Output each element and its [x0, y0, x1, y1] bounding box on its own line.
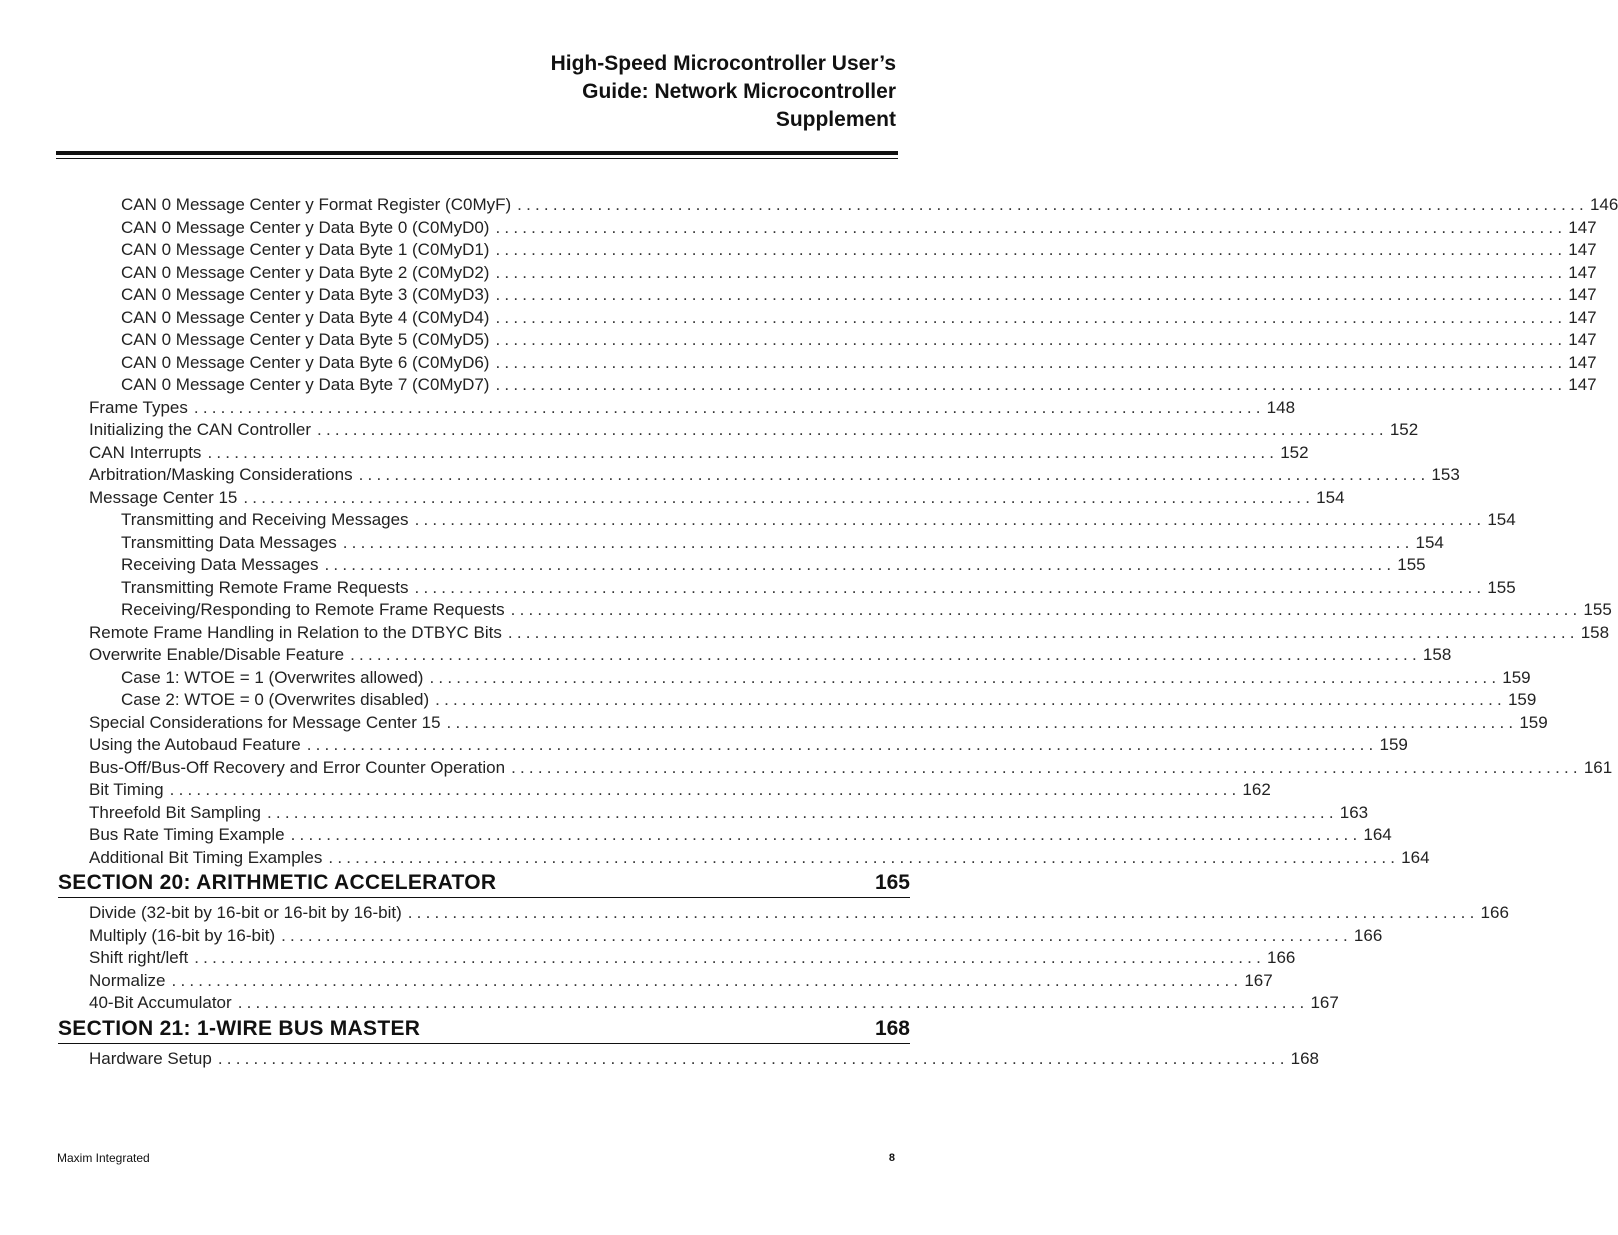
toc-entry[interactable] [0, 442, 1309, 465]
dot-leader: ........................................................................................................................ [495, 217, 1567, 237]
dot-leader: ........................................................................................................................ [324, 555, 1396, 574]
toc-entry-page: 159 [1519, 712, 1548, 732]
header-rule-thin [56, 158, 898, 159]
header-rule-thick [56, 151, 898, 155]
toc-entry-title: Arbitration/Masking Considerations [89, 465, 353, 484]
dot-leader: ........................................................................................................................ [414, 577, 1486, 597]
dot-leader: ........................................................................................................................ [207, 442, 1279, 462]
toc-entry[interactable] [0, 307, 1597, 330]
dot-leader: ........................................................................................................................ [446, 712, 1518, 732]
toc-entry-page: 147 [1568, 217, 1597, 237]
toc-entry[interactable] [0, 712, 1548, 735]
toc-entry-title: Multiply (16-bit by 16-bit) [89, 925, 276, 945]
toc-entry-title: Normalize [89, 970, 166, 990]
toc-entry-page: 166 [1480, 903, 1509, 922]
toc-entry[interactable] [0, 194, 1618, 217]
toc-group-section-21 [0, 1048, 1319, 1071]
title-line-2: Guide: Network Microcontroller [582, 80, 896, 103]
toc-entry-page: 168 [1290, 1048, 1319, 1068]
dot-leader: ........................................................................................................................ [517, 195, 1588, 214]
section-21-heading[interactable] [58, 1015, 910, 1044]
toc-entry[interactable] [0, 644, 1452, 667]
toc-entry-title: Bus-Off/Bus-Off Recovery and Error Counter Operation [89, 757, 506, 777]
toc-entry[interactable] [0, 262, 1597, 285]
toc-entry-page: 146 [1589, 195, 1618, 214]
toc-entry-title: Receiving Data Messages [121, 555, 319, 574]
toc-entry-title: CAN 0 Message Center y Data Byte 4 (C0MyD4) [121, 307, 490, 327]
toc-entry[interactable] [0, 947, 1296, 970]
section-20-heading[interactable] [58, 869, 910, 898]
toc-entry[interactable] [0, 622, 1610, 645]
toc-entry[interactable] [0, 847, 1430, 870]
toc-entry-title: Special Considerations for Message Center 15 [89, 712, 441, 732]
toc-entry-page: 154 [1487, 510, 1516, 529]
toc-entry[interactable] [0, 284, 1597, 307]
toc-entry-title: Overwrite Enable/Disable Feature [89, 645, 345, 664]
toc-entry-page: 159 [1502, 667, 1531, 687]
dot-leader: ........................................................................................................................ [495, 240, 1567, 259]
toc-entry-title: Transmitting Remote Frame Requests [121, 577, 409, 597]
toc-entry-page: 155 [1583, 600, 1612, 619]
dot-leader: ........................................................................................................................ [194, 948, 1265, 967]
toc-group-section-20 [0, 902, 1509, 1015]
toc-entry-page: 155 [1487, 577, 1516, 597]
dot-leader: ........................................................................................................................ [435, 690, 1506, 709]
toc-entry-page: 158 [1422, 645, 1452, 664]
dot-leader: ........................................................................................................................ [171, 970, 1243, 990]
toc-entry-title: CAN 0 Message Center y Data Byte 5 (C0MyD5) [121, 330, 490, 349]
section-21-page: 168 [874, 1016, 910, 1040]
toc-entry-page: 166 [1267, 948, 1296, 967]
toc-entry-title: CAN 0 Message Center y Data Byte 2 (C0MyD2) [121, 262, 490, 282]
toc-entry[interactable] [0, 802, 1369, 825]
toc-entry[interactable] [0, 970, 1273, 993]
toc-entry[interactable] [0, 239, 1597, 262]
toc-entry[interactable] [0, 532, 1444, 555]
toc-entry[interactable] [0, 734, 1408, 757]
dot-leader: ........................................................................................................................ [266, 802, 1338, 822]
toc-entry[interactable] [0, 992, 1339, 1015]
toc-entry[interactable] [0, 217, 1597, 240]
dot-leader: ........................................................................................................................ [306, 735, 1378, 754]
toc-entry-page: 153 [1431, 465, 1460, 484]
dot-leader: ........................................................................................................................ [414, 510, 1486, 529]
dot-leader: ........................................................................................................................ [429, 667, 1501, 687]
toc-entry[interactable] [0, 374, 1597, 397]
toc-entry-page: 161 [1583, 757, 1613, 777]
toc-entry[interactable] [0, 509, 1516, 532]
dot-leader: ........................................................................................................................ [495, 352, 1567, 372]
toc-entry-page: 148 [1266, 397, 1296, 417]
toc-entry-title: CAN 0 Message Center y Data Byte 1 (C0MyD1) [121, 240, 490, 259]
toc-entry-title: CAN 0 Message Center y Data Byte 7 (C0MyD7) [121, 375, 490, 394]
toc-entry[interactable] [0, 464, 1460, 487]
document-title [551, 50, 896, 134]
toc-entry[interactable] [0, 689, 1537, 712]
toc-entry[interactable] [0, 577, 1516, 600]
toc-entry-page: 167 [1244, 970, 1273, 990]
section-21-title: SECTION 21: 1-WIRE BUS MASTER [58, 1016, 421, 1040]
toc-entry-page: 147 [1568, 352, 1597, 372]
toc-entry-title: Threefold Bit Sampling [89, 802, 261, 822]
toc-entry[interactable] [0, 824, 1392, 847]
dot-leader: ........................................................................................................................ [510, 600, 1582, 619]
section-20-page: 165 [874, 871, 910, 894]
toc-entry-page: 147 [1568, 262, 1597, 282]
toc-entry-page: 163 [1339, 802, 1369, 822]
dot-leader: ........................................................................................................................ [217, 1048, 1289, 1068]
toc-entry-page: 154 [1415, 532, 1444, 552]
toc-entry-title: Bit Timing [89, 780, 164, 799]
dot-leader: ........................................................................................................................ [507, 622, 1579, 642]
toc-entry[interactable] [0, 352, 1597, 375]
dot-leader: ........................................................................................................................ [350, 645, 1421, 664]
toc-entry[interactable] [0, 779, 1271, 802]
dot-leader: ........................................................................................................................ [495, 285, 1567, 304]
toc-entry-page: 154 [1316, 487, 1345, 507]
dot-leader: ........................................................................................................................ [290, 825, 1362, 844]
toc-entry-title: Additional Bit Timing Examples [89, 847, 323, 867]
footer-company: Maxim Integrated [57, 1151, 150, 1165]
toc-entry-title: Shift right/left [89, 948, 189, 967]
toc-entry[interactable] [0, 419, 1419, 442]
toc-entry-title: Initializing the CAN Controller [89, 420, 312, 439]
dot-leader: ........................................................................................................................ [495, 330, 1567, 349]
toc-entry-page: 164 [1401, 847, 1430, 867]
toc-entry-title: 40-Bit Accumulator [89, 993, 232, 1012]
toc-group-section-19 [0, 194, 1618, 869]
toc-entry-page: 147 [1568, 330, 1597, 349]
dot-leader: ........................................................................................................................ [328, 847, 1400, 867]
toc-entry[interactable] [0, 1048, 1319, 1071]
toc-entry-title: Frame Types [89, 397, 188, 417]
dot-leader: ........................................................................................................................ [495, 262, 1567, 282]
toc-entry-title: Hardware Setup [89, 1048, 212, 1068]
toc-entry[interactable] [0, 554, 1426, 577]
table-of-contents [0, 194, 1618, 1070]
toc-entry-page: 152 [1389, 420, 1419, 439]
toc-entry-title: CAN 0 Message Center y Data Byte 6 (C0MyD6) [121, 352, 490, 372]
toc-entry-title: Receiving/Responding to Remote Frame Requests [121, 600, 505, 619]
toc-entry-page: 147 [1568, 307, 1597, 327]
toc-entry-title: Transmitting Data Messages [121, 532, 337, 552]
toc-entry-title: Divide (32-bit by 16-bit or 16-bit by 16-bit) [89, 903, 402, 922]
dot-leader: ........................................................................................................................ [193, 397, 1265, 417]
toc-entry-page: 147 [1568, 375, 1597, 394]
toc-entry-title: Case 2: WTOE = 0 (Overwrites disabled) [121, 690, 430, 709]
toc-entry[interactable] [0, 757, 1613, 780]
toc-entry-page: 162 [1242, 780, 1271, 799]
toc-entry[interactable] [0, 925, 1383, 948]
toc-entry-title: CAN 0 Message Center y Data Byte 3 (C0MyD3) [121, 285, 490, 304]
dot-leader: ........................................................................................................................ [243, 487, 1315, 507]
footer-page-number: 8 [888, 1152, 895, 1164]
toc-entry-page: 158 [1580, 622, 1610, 642]
toc-entry[interactable] [0, 667, 1531, 690]
toc-entry-title: Bus Rate Timing Example [89, 825, 285, 844]
toc-entry-title: Transmitting and Receiving Messages [121, 510, 409, 529]
toc-entry-title: Remote Frame Handling in Relation to the DTBYC Bits [89, 622, 502, 642]
toc-entry[interactable] [0, 487, 1345, 510]
toc-entry-title: CAN 0 Message Center y Format Register (C0MyF) [121, 195, 512, 214]
toc-entry-page: 147 [1568, 240, 1597, 259]
toc-entry-page: 164 [1363, 825, 1392, 844]
dot-leader: ........................................................................................................................ [511, 757, 1582, 777]
toc-entry-page: 155 [1397, 555, 1426, 574]
title-line-3: Supplement [775, 108, 896, 131]
section-20-title: SECTION 20: ARITHMETIC ACCELERATOR [58, 871, 497, 894]
toc-entry-page: 166 [1353, 925, 1383, 945]
toc-entry[interactable] [0, 397, 1296, 420]
dot-leader: ........................................................................................................................ [495, 375, 1567, 394]
dot-leader: ........................................................................................................................ [407, 903, 1479, 922]
dot-leader: ........................................................................................................................ [342, 532, 1414, 552]
toc-entry[interactable] [0, 329, 1597, 352]
toc-entry[interactable] [0, 599, 1612, 622]
toc-entry-page: 147 [1568, 285, 1597, 304]
toc-entry-title: Message Center 15 [89, 487, 238, 507]
toc-entry-page: 152 [1280, 442, 1309, 462]
toc-entry[interactable] [0, 902, 1509, 925]
toc-entry-title: CAN 0 Message Center y Data Byte 0 (C0MyD0) [121, 217, 490, 237]
dot-leader: ........................................................................................................................ [358, 465, 1430, 484]
dot-leader: ........................................................................................................................ [495, 307, 1567, 327]
dot-leader: ........................................................................................................................ [169, 780, 1241, 799]
dot-leader: ........................................................................................................................ [317, 420, 1388, 439]
toc-entry-title: Case 1: WTOE = 1 (Overwrites allowed) [121, 667, 424, 687]
toc-entry-page: 167 [1310, 993, 1339, 1012]
toc-entry-page: 159 [1507, 690, 1537, 709]
toc-entry-page: 159 [1379, 735, 1408, 754]
toc-entry-title: Using the Autobaud Feature [89, 735, 301, 754]
dot-leader: ........................................................................................................................ [237, 993, 1309, 1012]
toc-entry-title: CAN Interrupts [89, 442, 202, 462]
title-line-1: High-Speed Microcontroller User’s [550, 52, 896, 75]
dot-leader: ........................................................................................................................ [281, 925, 1352, 945]
